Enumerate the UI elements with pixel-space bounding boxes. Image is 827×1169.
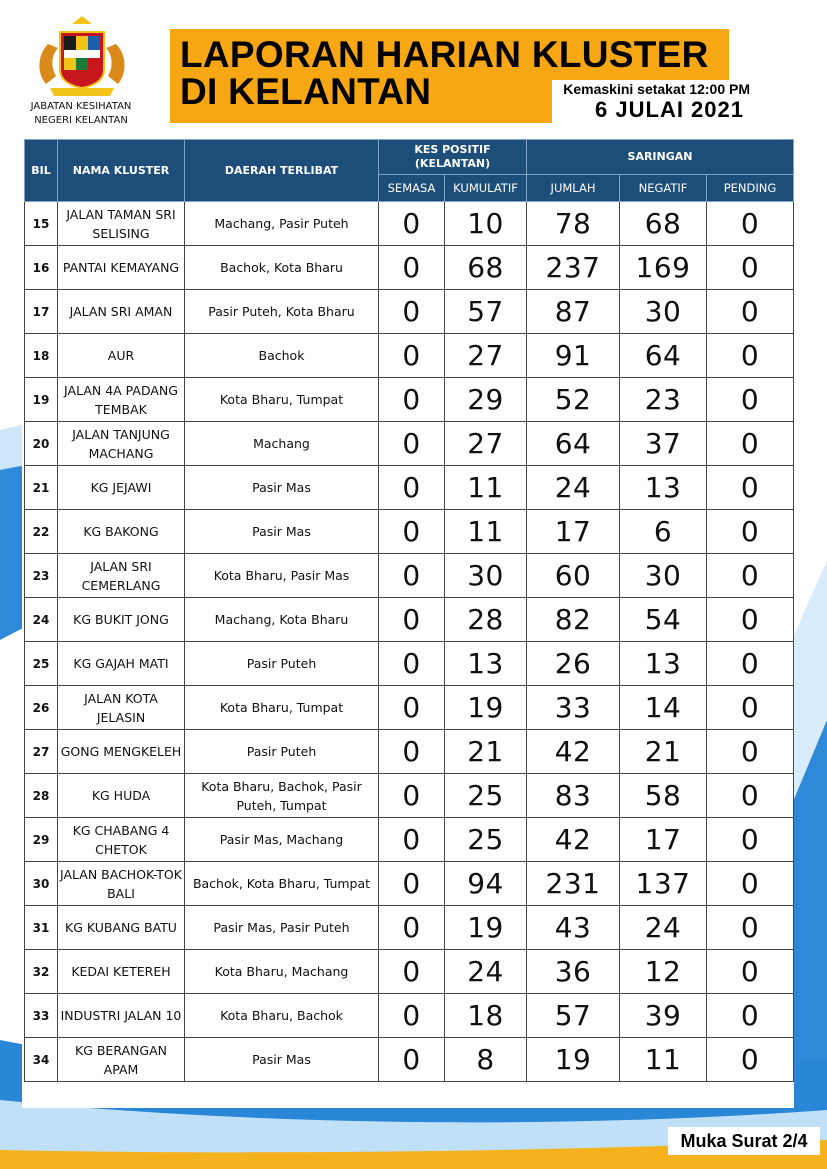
- header-pending: PENDING: [707, 175, 794, 202]
- table-row: [25, 642, 794, 686]
- cell-daerah: Machang, Pasir Puteh: [185, 202, 379, 246]
- table-row: [25, 818, 794, 862]
- cell-semasa: 0: [379, 378, 445, 422]
- cell-jumlah: 57: [527, 994, 620, 1038]
- cell-daerah: Machang: [185, 422, 379, 466]
- cell-negatif: 23: [620, 378, 707, 422]
- cell-nama-kluster: JALAN TANJUNG MACHANG: [58, 422, 185, 466]
- cell-semasa: 0: [379, 554, 445, 598]
- cell-semasa: 0: [379, 510, 445, 554]
- cell-bil: 27: [25, 730, 58, 774]
- cell-kumulatif: 25: [445, 774, 527, 818]
- cell-jumlah: 42: [527, 818, 620, 862]
- table-row: [25, 686, 794, 730]
- cell-bil: 19: [25, 378, 58, 422]
- report-date: 6 JULAI 2021: [595, 97, 744, 122]
- cell-daerah: Kota Bharu, Bachok: [185, 994, 379, 1038]
- cell-pending: 0: [707, 466, 794, 510]
- cell-kumulatif: 11: [445, 510, 527, 554]
- header-saringan: SARINGAN: [527, 140, 794, 175]
- header-kumulatif: KUMULATIF: [445, 175, 527, 202]
- cell-pending: 0: [707, 818, 794, 862]
- header-nama-kluster: NAMA KLUSTER: [58, 140, 185, 202]
- cell-nama-kluster: JALAN BACHOK-TOK BALI: [58, 862, 185, 906]
- table-row: [25, 994, 794, 1038]
- cell-kumulatif: 19: [445, 906, 527, 950]
- cell-bil: 22: [25, 510, 58, 554]
- agency-line-2: NEGERI KELANTAN: [34, 115, 128, 126]
- table-row: [25, 290, 794, 334]
- cell-negatif: 169: [620, 246, 707, 290]
- cell-bil: 21: [25, 466, 58, 510]
- cell-kumulatif: 13: [445, 642, 527, 686]
- table-row: [25, 466, 794, 510]
- cell-daerah: Pasir Mas, Pasir Puteh: [185, 906, 379, 950]
- cell-nama-kluster: INDUSTRI JALAN 10: [58, 994, 185, 1038]
- cell-negatif: 137: [620, 862, 707, 906]
- cell-bil: 18: [25, 334, 58, 378]
- cluster-table: [24, 139, 794, 1082]
- cell-bil: 24: [25, 598, 58, 642]
- cell-nama-kluster: JALAN 4A PADANG TEMBAK: [58, 378, 185, 422]
- cell-nama-kluster: KG KUBANG BATU: [58, 906, 185, 950]
- table-row: [25, 906, 794, 950]
- cell-semasa: 0: [379, 290, 445, 334]
- cell-semasa: 0: [379, 994, 445, 1038]
- cell-daerah: Pasir Puteh: [185, 730, 379, 774]
- cell-pending: 0: [707, 862, 794, 906]
- header-bil: BIL: [25, 140, 58, 202]
- cell-jumlah: 43: [527, 906, 620, 950]
- cell-daerah: Kota Bharu, Machang: [185, 950, 379, 994]
- table-row: [25, 1038, 794, 1082]
- cell-jumlah: 64: [527, 422, 620, 466]
- cell-bil: 33: [25, 994, 58, 1038]
- cell-jumlah: 87: [527, 290, 620, 334]
- cell-daerah: Kota Bharu, Tumpat: [185, 686, 379, 730]
- cell-semasa: 0: [379, 906, 445, 950]
- cell-pending: 0: [707, 642, 794, 686]
- cell-semasa: 0: [379, 686, 445, 730]
- table-row: [25, 246, 794, 290]
- cell-jumlah: 91: [527, 334, 620, 378]
- cell-negatif: 13: [620, 642, 707, 686]
- cell-pending: 0: [707, 334, 794, 378]
- cell-kumulatif: 57: [445, 290, 527, 334]
- header-jumlah: JUMLAH: [527, 175, 620, 202]
- table-row: [25, 862, 794, 906]
- table-body: [25, 202, 794, 1082]
- cell-nama-kluster: KG HUDA: [58, 774, 185, 818]
- cell-negatif: 24: [620, 906, 707, 950]
- cell-bil: 32: [25, 950, 58, 994]
- cell-kumulatif: 27: [445, 334, 527, 378]
- cell-semasa: 0: [379, 246, 445, 290]
- cell-jumlah: 33: [527, 686, 620, 730]
- table-row: [25, 334, 794, 378]
- cell-nama-kluster: JALAN SRI AMAN: [58, 290, 185, 334]
- cell-kumulatif: 94: [445, 862, 527, 906]
- cell-kumulatif: 28: [445, 598, 527, 642]
- cell-jumlah: 237: [527, 246, 620, 290]
- cell-daerah: Bachok, Kota Bharu: [185, 246, 379, 290]
- cell-kumulatif: 29: [445, 378, 527, 422]
- cell-jumlah: 42: [527, 730, 620, 774]
- coat-of-arms-logo: [28, 14, 136, 102]
- cell-kumulatif: 10: [445, 202, 527, 246]
- cell-negatif: 58: [620, 774, 707, 818]
- table-row: [25, 774, 794, 818]
- cell-bil: 31: [25, 906, 58, 950]
- cell-negatif: 11: [620, 1038, 707, 1082]
- table-row: [25, 378, 794, 422]
- agency-line-1: JABATAN KESIHATAN: [30, 101, 132, 112]
- cell-pending: 0: [707, 202, 794, 246]
- cell-semasa: 0: [379, 862, 445, 906]
- cell-semasa: 0: [379, 818, 445, 862]
- table-row: [25, 730, 794, 774]
- cell-negatif: 64: [620, 334, 707, 378]
- cell-semasa: 0: [379, 422, 445, 466]
- cell-negatif: 12: [620, 950, 707, 994]
- header-negatif: NEGATIF: [620, 175, 707, 202]
- cell-kumulatif: 8: [445, 1038, 527, 1082]
- cell-jumlah: 19: [527, 1038, 620, 1082]
- cell-jumlah: 78: [527, 202, 620, 246]
- cell-jumlah: 24: [527, 466, 620, 510]
- cell-daerah: Bachok: [185, 334, 379, 378]
- cell-negatif: 13: [620, 466, 707, 510]
- cell-kumulatif: 30: [445, 554, 527, 598]
- cell-negatif: 14: [620, 686, 707, 730]
- cell-semasa: 0: [379, 950, 445, 994]
- cell-jumlah: 17: [527, 510, 620, 554]
- cell-negatif: 30: [620, 554, 707, 598]
- cell-bil: 20: [25, 422, 58, 466]
- title-line-1: LAPORAN HARIAN KLUSTER: [180, 34, 709, 75]
- cell-pending: 0: [707, 774, 794, 818]
- cell-kumulatif: 21: [445, 730, 527, 774]
- cell-bil: 15: [25, 202, 58, 246]
- cell-bil: 17: [25, 290, 58, 334]
- cell-pending: 0: [707, 598, 794, 642]
- cell-nama-kluster: KG BAKONG: [58, 510, 185, 554]
- cell-kumulatif: 68: [445, 246, 527, 290]
- cell-pending: 0: [707, 1038, 794, 1082]
- cell-nama-kluster: KG BERANGAN APAM: [58, 1038, 185, 1082]
- cell-bil: 28: [25, 774, 58, 818]
- cell-nama-kluster: KG JEJAWI: [58, 466, 185, 510]
- table-row: [25, 202, 794, 246]
- cell-nama-kluster: AUR: [58, 334, 185, 378]
- cell-semasa: 0: [379, 202, 445, 246]
- cell-kumulatif: 25: [445, 818, 527, 862]
- cell-semasa: 0: [379, 598, 445, 642]
- cell-kumulatif: 24: [445, 950, 527, 994]
- cell-semasa: 0: [379, 774, 445, 818]
- cell-daerah: Pasir Puteh: [185, 642, 379, 686]
- cell-semasa: 0: [379, 1038, 445, 1082]
- cell-jumlah: 52: [527, 378, 620, 422]
- cell-bil: 30: [25, 862, 58, 906]
- cell-daerah: Pasir Mas, Machang: [185, 818, 379, 862]
- updated-label: Kemaskini setakat 12:00 PM: [563, 81, 750, 97]
- table-row: [25, 554, 794, 598]
- cell-negatif: 68: [620, 202, 707, 246]
- cell-semasa: 0: [379, 466, 445, 510]
- cell-jumlah: 231: [527, 862, 620, 906]
- cell-negatif: 30: [620, 290, 707, 334]
- cell-nama-kluster: JALAN SRI CEMERLANG: [58, 554, 185, 598]
- cell-daerah: Pasir Puteh, Kota Bharu: [185, 290, 379, 334]
- cell-kumulatif: 19: [445, 686, 527, 730]
- cell-pending: 0: [707, 510, 794, 554]
- cell-pending: 0: [707, 906, 794, 950]
- cell-bil: 34: [25, 1038, 58, 1082]
- cell-jumlah: 60: [527, 554, 620, 598]
- cell-pending: 0: [707, 994, 794, 1038]
- cell-daerah: Pasir Mas: [185, 466, 379, 510]
- cell-pending: 0: [707, 378, 794, 422]
- cell-bil: 29: [25, 818, 58, 862]
- cell-semasa: 0: [379, 334, 445, 378]
- cell-negatif: 54: [620, 598, 707, 642]
- cell-pending: 0: [707, 554, 794, 598]
- cell-jumlah: 36: [527, 950, 620, 994]
- cell-pending: 0: [707, 730, 794, 774]
- cell-jumlah: 26: [527, 642, 620, 686]
- cell-pending: 0: [707, 290, 794, 334]
- cell-pending: 0: [707, 686, 794, 730]
- cell-kumulatif: 27: [445, 422, 527, 466]
- cell-nama-kluster: KG BUKIT JONG: [58, 598, 185, 642]
- title-line-2: DI KELANTAN: [180, 71, 432, 112]
- cell-kumulatif: 18: [445, 994, 527, 1038]
- cell-nama-kluster: JALAN TAMAN SRI SELISING: [58, 202, 185, 246]
- cell-nama-kluster: KG CHABANG 4 CHETOK: [58, 818, 185, 862]
- cell-bil: 26: [25, 686, 58, 730]
- cell-negatif: 6: [620, 510, 707, 554]
- cell-nama-kluster: GONG MENGKELEH: [58, 730, 185, 774]
- cell-daerah: Pasir Mas: [185, 1038, 379, 1082]
- header-daerah-terlibat: DAERAH TERLIBAT: [185, 140, 379, 202]
- cell-kumulatif: 11: [445, 466, 527, 510]
- cell-pending: 0: [707, 950, 794, 994]
- cell-daerah: Machang, Kota Bharu: [185, 598, 379, 642]
- header-kes-positif: KES POSITIF (KELANTAN): [379, 140, 527, 175]
- table-row: [25, 598, 794, 642]
- cell-jumlah: 82: [527, 598, 620, 642]
- header-semasa: SEMASA: [379, 175, 445, 202]
- page-number: Muka Surat 2/4: [668, 1127, 820, 1155]
- table-row: [25, 950, 794, 994]
- cell-negatif: 37: [620, 422, 707, 466]
- table-row: [25, 422, 794, 466]
- cell-semasa: 0: [379, 642, 445, 686]
- cell-bil: 25: [25, 642, 58, 686]
- cell-daerah: Kota Bharu, Bachok, Pasir Puteh, Tumpat: [185, 774, 379, 818]
- cell-daerah: Kota Bharu, Pasir Mas: [185, 554, 379, 598]
- cell-daerah: Kota Bharu, Tumpat: [185, 378, 379, 422]
- cell-pending: 0: [707, 246, 794, 290]
- cell-negatif: 21: [620, 730, 707, 774]
- cell-daerah: Bachok, Kota Bharu, Tumpat: [185, 862, 379, 906]
- cell-nama-kluster: KG GAJAH MATI: [58, 642, 185, 686]
- cell-bil: 23: [25, 554, 58, 598]
- cell-semasa: 0: [379, 730, 445, 774]
- cell-negatif: 39: [620, 994, 707, 1038]
- cell-nama-kluster: KEDAI KETEREH: [58, 950, 185, 994]
- table-row: [25, 510, 794, 554]
- agency-name: [6, 100, 156, 128]
- cell-daerah: Pasir Mas: [185, 510, 379, 554]
- cell-jumlah: 83: [527, 774, 620, 818]
- cell-nama-kluster: PANTAI KEMAYANG: [58, 246, 185, 290]
- cell-pending: 0: [707, 422, 794, 466]
- cell-bil: 16: [25, 246, 58, 290]
- cell-negatif: 17: [620, 818, 707, 862]
- cell-nama-kluster: JALAN KOTA JELASIN: [58, 686, 185, 730]
